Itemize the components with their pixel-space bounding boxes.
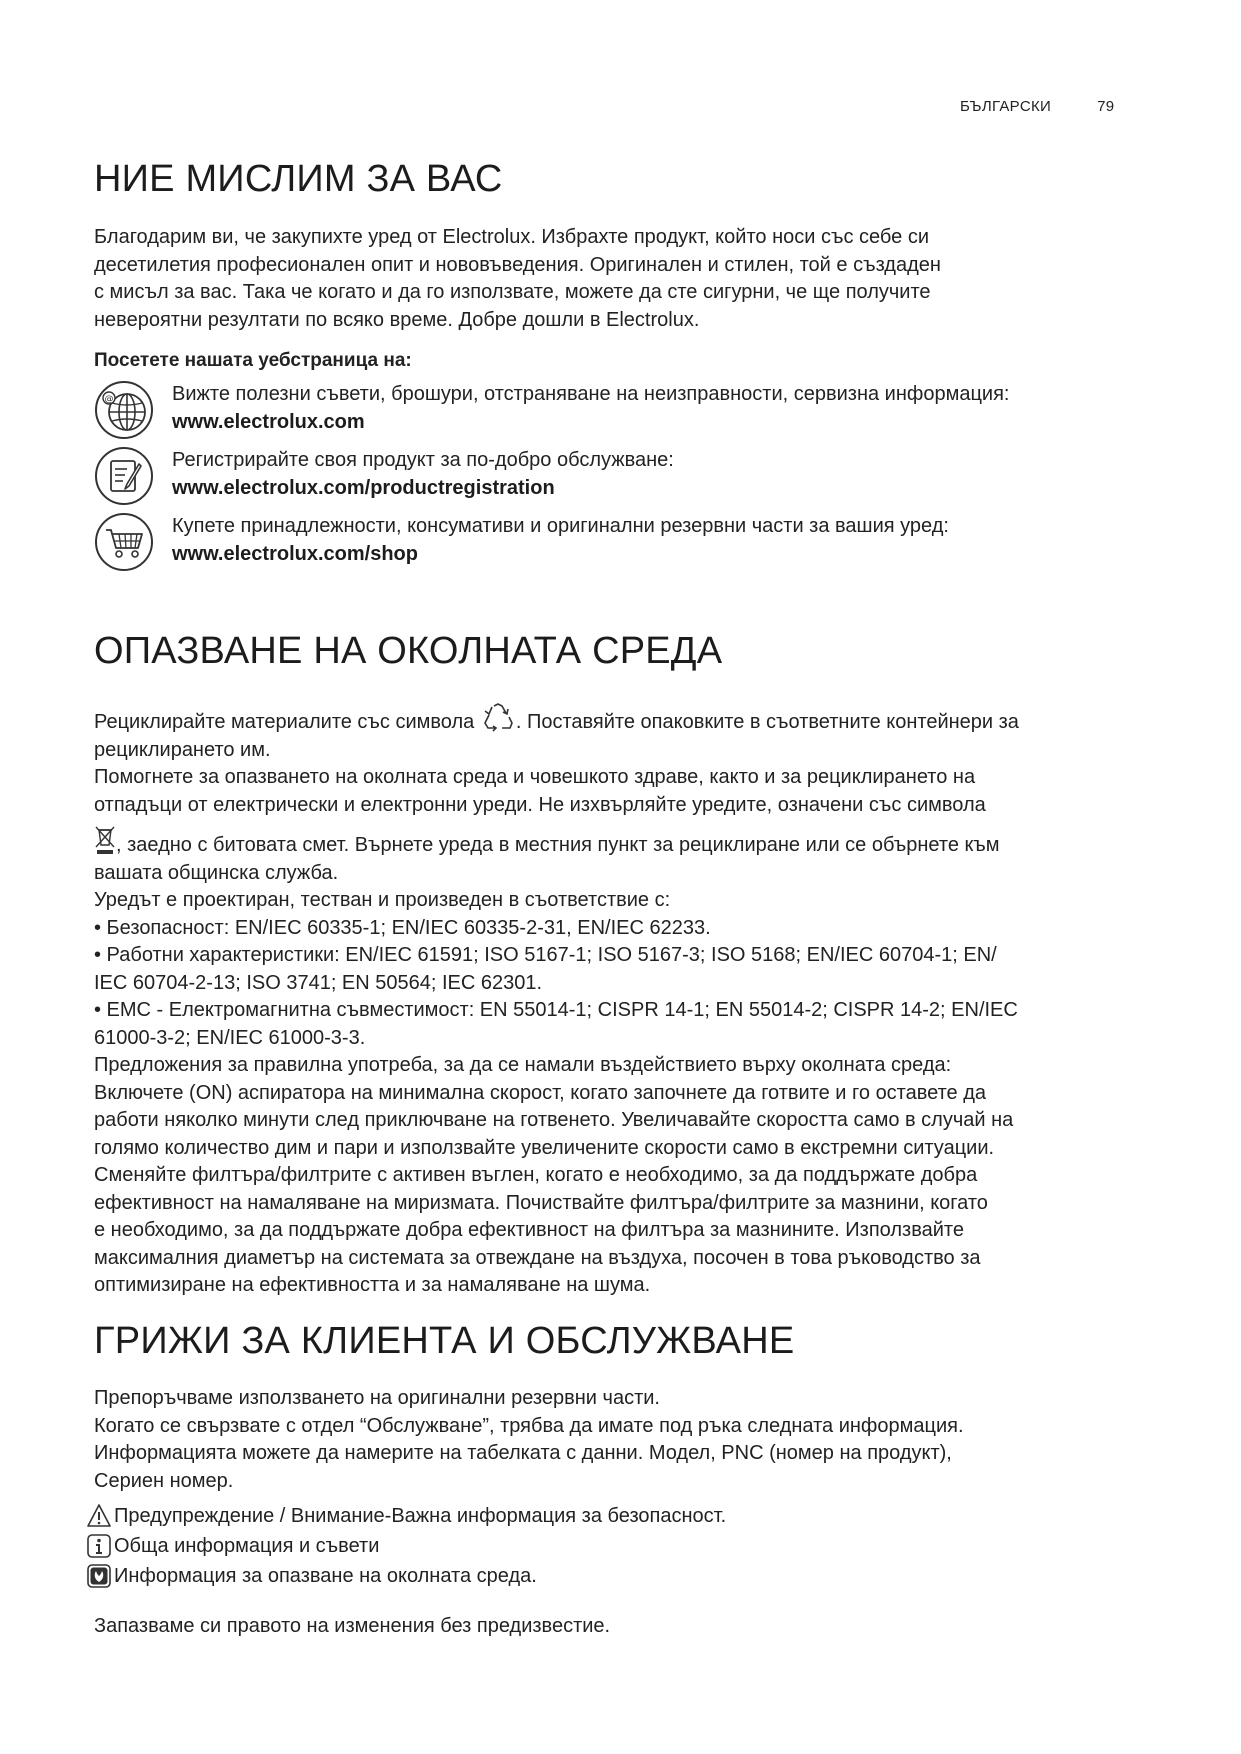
website-link-main[interactable]: www.electrolux.com	[172, 411, 365, 433]
customer-care-line: Когато се свързвате с отдел “Обслужване”, трябва да имате под ръка следната информация.	[94, 1414, 964, 1437]
warning-icon	[86, 1503, 112, 1529]
section-title-environment: ОПАЗВАНЕ НА ОКОЛНАТА СРЕДА	[94, 630, 723, 672]
website-row-text	[172, 380, 1010, 436]
compliance-line: оптимизиране на ефективността и за намаляване на шума.	[94, 1274, 651, 1296]
compliance-line: • EMC - Електромагнитна съвместимост: EN 55014-1; CISPR 14-1; EN 55014-2; CISPR 14-2; EN/IEC	[94, 999, 1018, 1021]
crossed-bin-icon	[94, 825, 116, 855]
compliance-line: работи няколко минути след приключване на готвенето. Увеличавайте скоростта само в случай на	[94, 1109, 1014, 1131]
website-description: Купете принадлежности, консумативи и оригинални резервни части за вашия уред:	[172, 515, 949, 537]
intro-paragraph	[94, 224, 1144, 334]
customer-care-paragraph	[94, 1385, 1144, 1495]
intro-line: невероятни резултати по всяко време. Добре дошли в Electrolux.	[94, 308, 700, 331]
globe-icon	[94, 380, 154, 440]
website-row-text	[172, 512, 949, 568]
weee-text: , заедно с битовата смет. Върнете уреда в местния пункт за рециклиране или се обърнете към	[116, 834, 1000, 856]
section-title-we-think: НИЕ МИСЛИМ ЗА ВАС	[94, 158, 503, 200]
page-header	[960, 98, 1140, 115]
compliance-line: IEC 60704-2-13; ISO 3741; EN 50564; IEC 62301.	[94, 971, 543, 994]
recycle-icon	[480, 702, 516, 732]
compliance-line: Включете (ON) аспиратора на минимална скорост, когато започнете да готвите и го оставете да	[94, 1081, 987, 1104]
weee-line: отпадъци от електрически и електронни уреди. Не изхвърляйте уредите, означени със символа	[94, 793, 986, 816]
website-row-shop	[94, 512, 1144, 578]
compliance-line: 61000-3-2; EN/IEC 61000-3-3.	[94, 1026, 366, 1049]
website-link-registration[interactable]: www.electrolux.com/productregistration	[172, 477, 555, 499]
customer-care-line: Препоръчваме използването на оригинални резервни части.	[94, 1387, 660, 1409]
compliance-line: Сменяйте филтъра/филтрите с активен въглен, когато е необходимо, за да поддържате добра	[94, 1164, 978, 1186]
section-title-customer-care: ГРИЖИ ЗА КЛИЕНТА И ОБСЛУЖВАНЕ	[94, 1320, 795, 1362]
website-row-support	[94, 380, 1144, 446]
weee-line	[94, 825, 1144, 860]
language-label: БЪЛГАРСКИ	[960, 98, 1052, 115]
symbol-row-info	[86, 1532, 379, 1560]
symbol-row-warning	[86, 1502, 726, 1530]
compliance-line: Предложения за правилна употреба, за да се намали въздействието върху околната среда:	[94, 1054, 952, 1076]
customer-care-line: Сериен номер.	[94, 1469, 234, 1492]
symbol-row-environment	[86, 1562, 537, 1590]
compliance-line: е необходимо, за да поддържате добра ефективност на филтъра за мазнините. Използвайте	[94, 1219, 964, 1241]
intro-line: десетилетия професионален опит и нововъведения. Оригинален и стилен, той е създаден	[94, 253, 941, 276]
customer-care-line: Информацията можете да намерите на табелката с данни. Модел, PNC (номер на продукт),	[94, 1442, 952, 1464]
weee-line: Помогнете за опазването на околната среда и човешкото здраве, както и за рециклирането на	[94, 766, 976, 788]
recycle-paragraph	[94, 702, 1144, 1300]
environment-icon	[86, 1563, 112, 1589]
weee-line: вашата общинска служба.	[94, 861, 339, 884]
compliance-line: • Работни характеристики: EN/IEC 61591; ISO 5167-1; ISO 5167-3; ISO 5168; EN/IEC 60704-1; EN/	[94, 944, 997, 966]
compliance-line: • Безопасност: EN/IEC 60335-1; EN/IEC 60335-2-31, EN/IEC 62233.	[94, 916, 711, 939]
symbol-description: Предупреждение / Внимание-Важна информация за безопасност.	[114, 1505, 727, 1527]
intro-line: Благодарим ви, че закупихте уред от Electrolux. Избрахте продукт, който носи със себе си	[94, 226, 929, 248]
recycle-text-before: Рециклирайте материалите със символа	[94, 711, 480, 733]
recycle-line: рециклирането им.	[94, 738, 271, 761]
symbol-description: Обща информация и съвети	[114, 1535, 380, 1557]
compliance-line: ефективност на намаляване на миризмата. Почиствайте филтъра/филтрите за мазнини, когато	[94, 1191, 988, 1214]
footer-note: Запазваме си правото на изменения без предизвестие.	[94, 1615, 611, 1637]
registration-icon	[94, 446, 154, 506]
website-description: Вижте полезни съвети, брошури, отстраняване на неизправности, сервизна информация:	[172, 383, 1010, 405]
recycle-text-after: . Поставяйте опаковките в съответните контейнери за	[515, 711, 1019, 733]
compliance-line: максималния диаметър на системата за отвеждане на въздуха, посочен в това ръководство за	[94, 1246, 981, 1269]
svg-text:@: @	[104, 394, 114, 405]
recycle-line	[94, 702, 1144, 737]
compliance-line: голямо количество дим и пари и използвайте увеличените скорости само в екстремни ситуации.	[94, 1136, 995, 1159]
website-link-shop[interactable]: www.electrolux.com/shop	[172, 543, 418, 565]
info-icon	[86, 1533, 112, 1559]
shopping-cart-icon	[94, 512, 154, 572]
intro-line: с мисъл за вас. Така че когато и да го използвате, можете да сте сигурни, че ще получите	[94, 281, 931, 303]
symbol-description: Информация за опазване на околната среда.	[114, 1565, 537, 1587]
compliance-line: Уредът е проектиран, тестван и произведен в съответствие с:	[94, 889, 671, 911]
page-number: 79	[1097, 98, 1115, 115]
website-description: Регистрирайте своя продукт за по-добро обслужване:	[172, 449, 674, 471]
website-row-text	[172, 446, 674, 502]
visit-label: Посетете нашата уебстраница на:	[94, 350, 412, 371]
website-row-registration	[94, 446, 1144, 512]
